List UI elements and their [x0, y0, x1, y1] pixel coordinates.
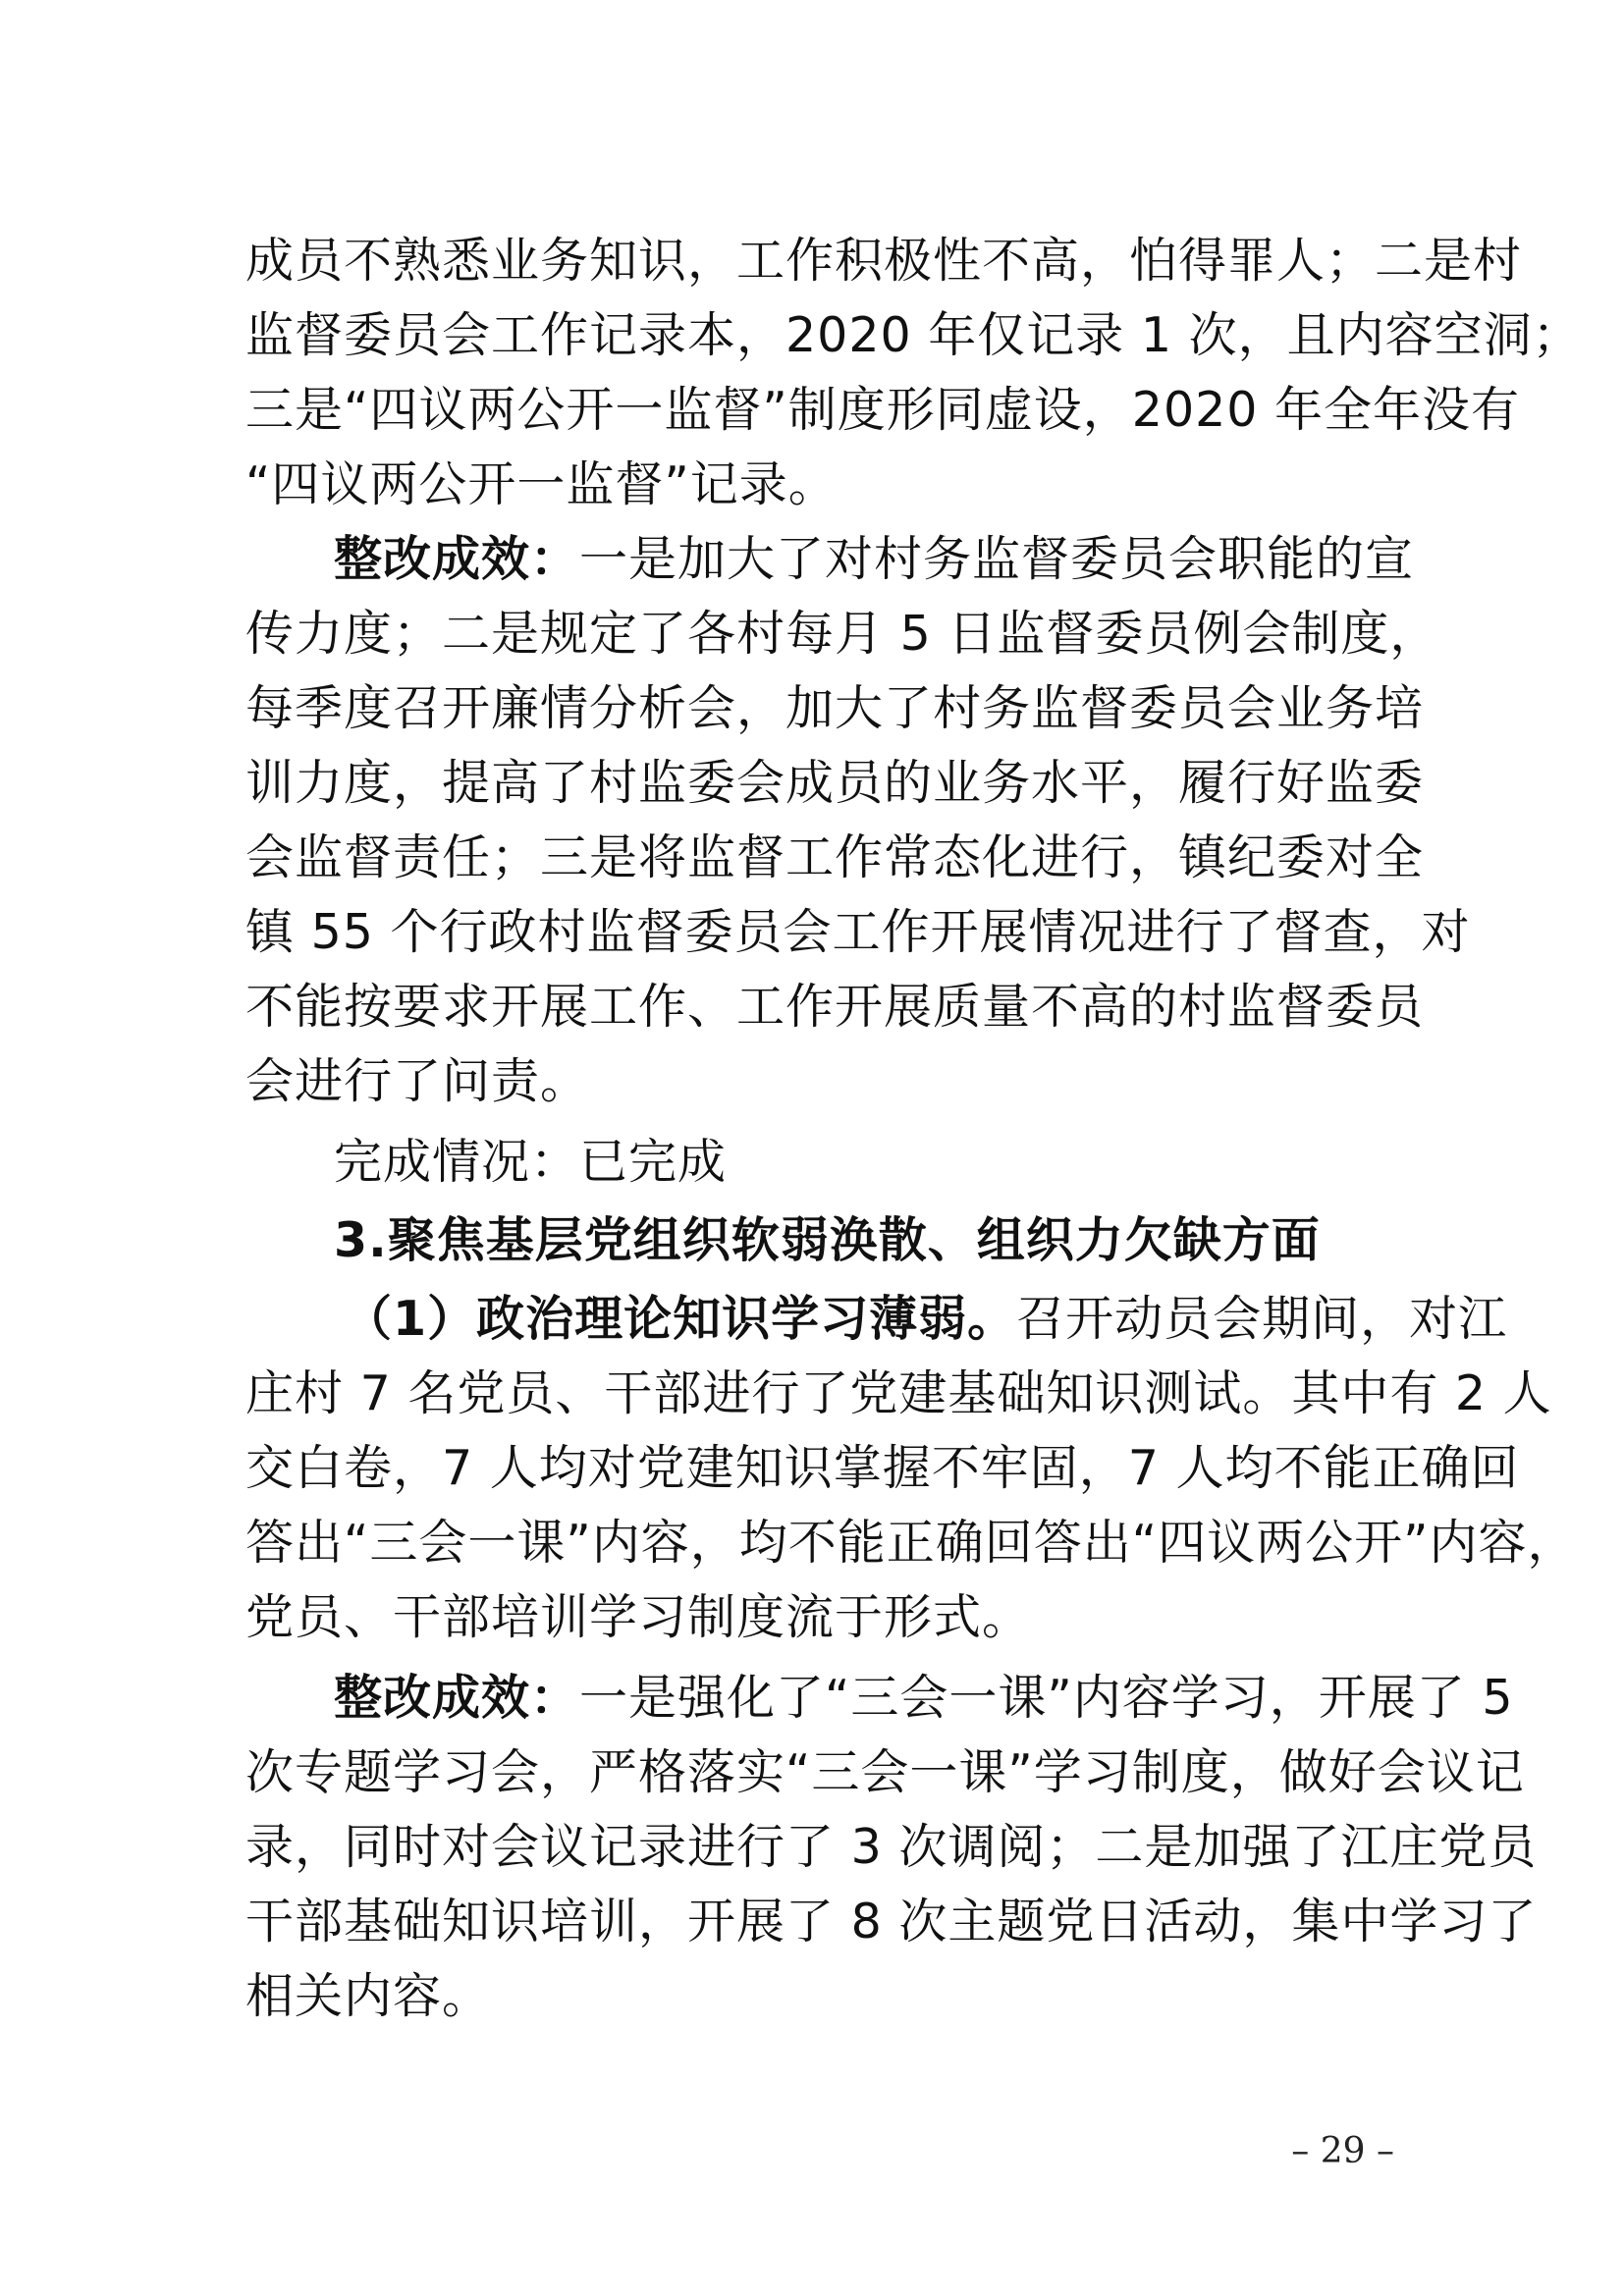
paragraph-line: 整改成效：一是强化了“三会一课”内容学习，开展了 5 — [334, 1670, 1514, 1726]
section-label: 整改成效： — [334, 1670, 580, 1726]
paragraph-line: 训力度，提高了村监委会成员的业务水平，履行好监委 — [245, 755, 1425, 811]
paragraph-line: 每季度召开廉情分析会，加大了村务监督委员会业务培 — [245, 680, 1425, 736]
paragraph-line: 庄村 7 名党员、干部进行了党建基础知识测试。其中有 2 人 — [245, 1365, 1552, 1421]
page-number: – 29 – — [1291, 2131, 1394, 2171]
paragraph-line: 成员不熟悉业务知识，工作积极性不高，怕得罪人；二是村 — [245, 233, 1523, 289]
paragraph-line: 监督委员会工作记录本，2020 年仅记录 1 次，且内容空洞； — [245, 307, 1582, 363]
paragraph-line: 交白卷，7 人均对党建知识掌握不牢固，7 人均不能正确回 — [245, 1440, 1520, 1496]
paragraph-line: 答出“三会一课”内容，均不能正确回答出“四议两公开”内容， — [245, 1515, 1577, 1571]
paragraph-line: 三是“四议两公开一监督”制度形同虚设，2020 年全年没有 — [245, 382, 1521, 438]
paragraph-line: 镇 55 个行政村监督委员会工作开展情况进行了督查，对 — [245, 904, 1471, 960]
completion-status: 完成情况：已完成 — [334, 1134, 728, 1190]
paragraph-line: 干部基础知识培训，开展了 8 次主题党日活动，集中学习了 — [245, 1894, 1538, 1949]
section-label: 整改成效： — [334, 531, 580, 587]
paragraph-line: 不能按要求开展工作、工作开展质量不高的村监督委员 — [245, 979, 1425, 1035]
paragraph-line: 会进行了问责。 — [245, 1053, 590, 1109]
paragraph-line: 党员、干部培训学习制度流于形式。 — [245, 1589, 1032, 1645]
paragraph-line: 整改成效：一是加大了对村务监督委员会职能的宣 — [334, 531, 1415, 587]
paragraph-line: 次专题学习会，严格落实“三会一课”学习制度，做好会议记 — [245, 1744, 1525, 1800]
paragraph-line: （1）政治理论知识学习薄弱。召开动员会期间，对江 — [344, 1291, 1508, 1347]
paragraph-line: 录，同时对会议记录进行了 3 次调阅；二是加强了江庄党员 — [245, 1819, 1538, 1875]
paragraph-line: “四议两公开一监督”记录。 — [245, 456, 838, 512]
paragraph-line: 会监督责任；三是将监督工作常态化进行，镇纪委对全 — [245, 829, 1425, 885]
paragraph-line: 传力度；二是规定了各村每月 5 日监督委员例会制度， — [245, 606, 1439, 662]
section-heading: 3.聚焦基层党组织软弱涣散、组织力欠缺方面 — [334, 1212, 1321, 1268]
subsection-label: （1）政治理论知识学习薄弱。 — [344, 1291, 1017, 1347]
paragraph-line: 相关内容。 — [245, 1968, 492, 2024]
